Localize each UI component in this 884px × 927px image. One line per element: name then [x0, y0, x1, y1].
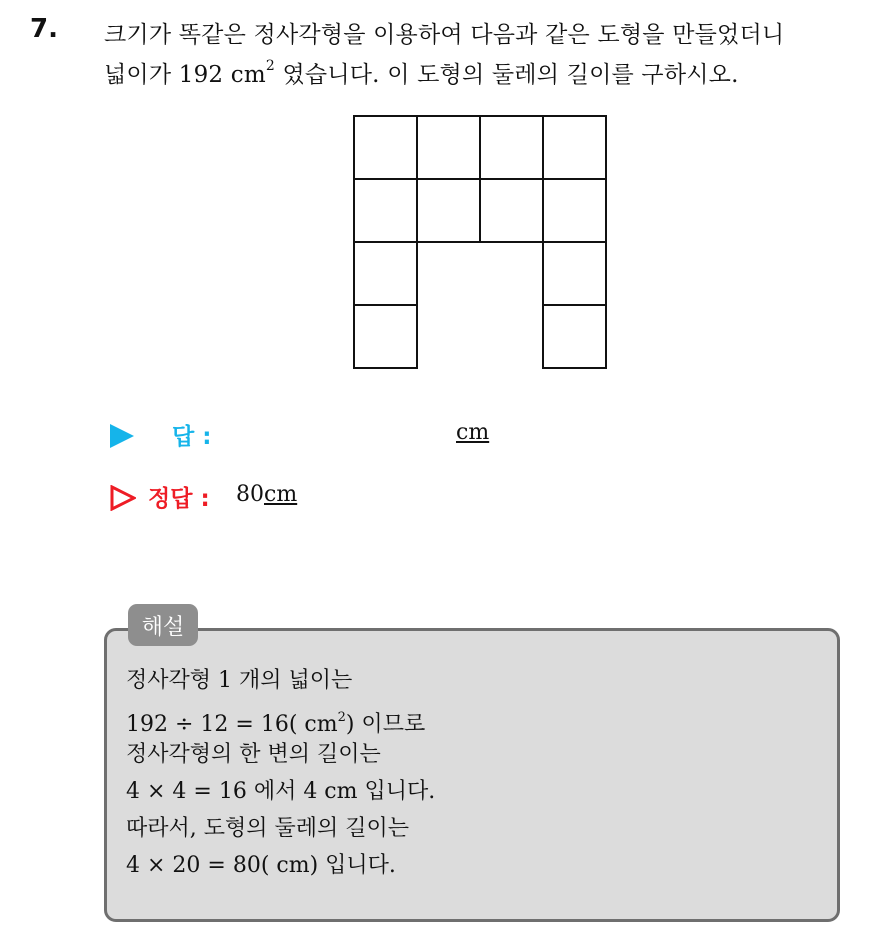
unit-square	[543, 242, 606, 305]
answer-label: 답 :	[172, 424, 212, 450]
question-text-line-2	[104, 56, 739, 89]
unit-square	[543, 116, 606, 179]
explanation-exponent: 2	[337, 710, 346, 725]
explanation-line-1: 정사각형 1 개의 넓이는	[126, 668, 353, 693]
unit-square	[354, 305, 417, 368]
question-number: 7.	[30, 14, 58, 44]
explanation-line-3: 정사각형의 한 변의 길이는	[126, 742, 381, 767]
answer-unit: cm	[456, 420, 490, 445]
unit-square	[354, 179, 417, 242]
explanation-title-tab: 해설	[128, 604, 198, 646]
correct-triangle-outline-icon	[110, 485, 136, 511]
explanation-line-2	[126, 699, 435, 736]
question-text-line-1: 크기가 똑같은 정사각형을 이용하여 다음과 같은 도형을 만들었더니	[104, 22, 785, 48]
unit-square	[480, 179, 543, 242]
unit-square	[354, 242, 417, 305]
area-exponent: 2	[265, 58, 275, 74]
explanation-line-4: 4 × 4 = 16 에서 4 cm 입니다.	[126, 779, 436, 804]
explanation-line-2a: 192 ÷ 12 = 16( cm	[126, 712, 338, 737]
unit-square	[354, 116, 417, 179]
question-text-rest: 였습니다. 이 도형의 둘레의 길이를 구하시오.	[274, 62, 739, 88]
correct-answer-value: 80	[236, 482, 264, 507]
unit-square	[417, 116, 480, 179]
explanation-line-5: 따라서, 도형의 둘레의 길이는	[126, 816, 409, 841]
explanation-text	[126, 662, 435, 884]
square-figure	[353, 115, 609, 373]
explanation-line-2b: ) 이므로	[345, 712, 426, 737]
answer-triangle-icon	[110, 424, 134, 448]
unit-square	[417, 179, 480, 242]
explanation-line-6: 4 × 20 = 80( cm) 입니다.	[126, 853, 396, 878]
correct-answer-label: 정답 :	[148, 486, 210, 512]
area-text: 넓이가 192 cm	[104, 62, 266, 88]
unit-square	[543, 305, 606, 368]
correct-answer-unit: cm	[264, 482, 298, 507]
unit-square	[543, 179, 606, 242]
unit-square	[480, 116, 543, 179]
